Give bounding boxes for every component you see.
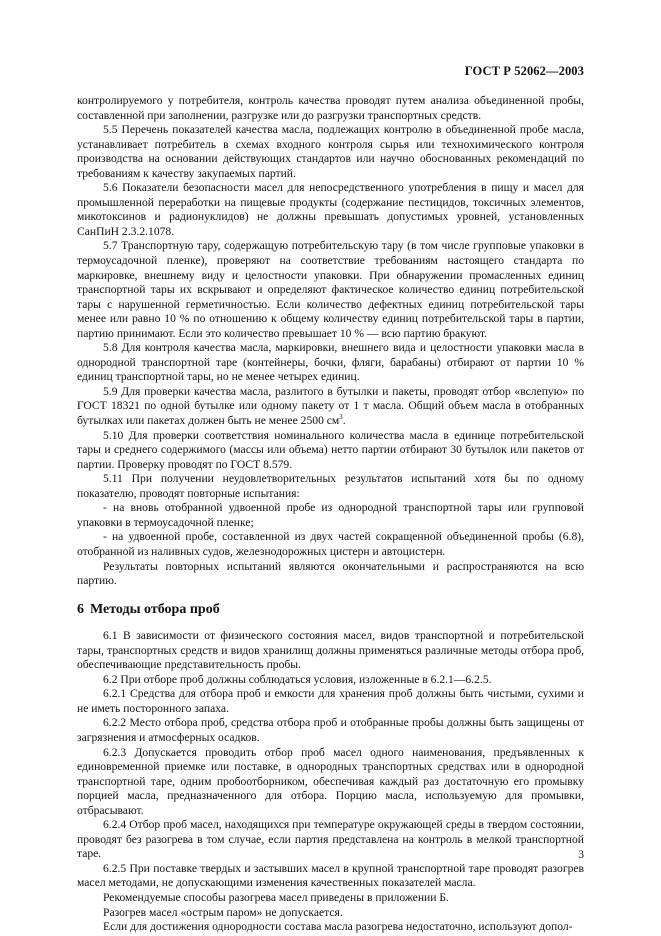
paragraph xyxy=(77,94,584,123)
paragraph-text: 6.2.2 Место отбора проб, средства отбора проб и отобранные пробы должны быть защищены от загрязнения и атмосферных осадков. xyxy=(77,716,584,744)
paragraph-text: 6.2.3 Допускается проводить отбор проб масел одного наименования, предъявленных к единовременной приемке или поставке, в однородных транспортных средствах или в однородной транспортной таре, одним пробоотборником, обеспечивая каждый раз достаточную его промывку порцией масла, предназначенного для отбора. Порцию масла, используемую для промывки, отбрасывают. xyxy=(77,745,584,817)
paragraph-text: 6.2 При отборе проб должны соблюдаться условия, изложенные в 6.2.1—6.2.5. xyxy=(103,672,492,686)
paragraph xyxy=(77,341,584,385)
paragraph xyxy=(77,181,584,239)
paragraph xyxy=(77,629,584,673)
paragraph xyxy=(77,530,584,559)
paragraph xyxy=(77,906,584,921)
paragraph xyxy=(77,560,584,589)
paragraph-text: 5.7 Транспортную тару, содержащую потребительскую тару (в том числе групповые упаковки в термоусадочной пленке), проверяют на соответствие требованиям настоящего стандарта по маркировке, внешнему виду и целостности упаковки. При обнаружении промасленных единиц транспортной тары их вскрывают и определяют фактическое количество единиц потребительской тары с нарушенной герметичностью. Если количество дефектных единиц потребительской тары менее или равно 10 % по отношению к общему количеству единиц потребительской тары в партии, партию принимают. Если это количество превышает 10 % — всю партию бракуют. xyxy=(77,239,584,340)
document-header: ГОСТ Р 52062—2003 xyxy=(464,64,584,78)
paragraph xyxy=(77,385,584,429)
document-body xyxy=(77,94,584,935)
paragraph xyxy=(77,920,584,935)
paragraph-text: Разогрев масел «острым паром» не допускается. xyxy=(103,905,343,919)
paragraph xyxy=(77,501,584,530)
paragraph-text: 5.9 Для проверки качества масла, разлитого в бутылки и пакеты, проводят отбор «вслепую» по ГОСТ 18321 по одной бутылке или одному пакету от 1 т масла. Общий объем масла в отобранных бутылках или пакетах должен быть не менее 2500 см xyxy=(77,384,584,428)
paragraph xyxy=(77,746,584,819)
paragraph-text: 5.10 Для проверки соответствия номинального количества масла в единице потребительской тары и среднего содержимого (массы или объема) нетто партии отбирают 30 бутылок или пакетов от партии. Проверку проводят по ГОСТ 8.579. xyxy=(77,428,584,471)
paragraph-text: 6.2.5 При поставке твердых и застывших масел в крупной транспортной таре проводят разогрев масел методами, не допускающими изменения качественных показателей масла. xyxy=(77,861,584,890)
paragraph-text: 6.2.4 Отбор проб масел, находящихся при температуре окружающей среды в твердом состоянии, проводят без разогрева в том случае, если партия представлена на контроль в мелкой транспортной таре. xyxy=(77,818,584,861)
paragraph xyxy=(77,716,584,745)
paragraph xyxy=(77,818,584,862)
paragraph xyxy=(77,862,584,891)
paragraph-text: Если для достижения однородности состава масла разогрева недостаточно, используют допол- xyxy=(103,920,573,934)
paragraph-text: 6.2.1 Средства для отбора проб и емкости для хранения проб должны быть чистыми, сухими и не иметь посторонного запаха. xyxy=(77,687,584,715)
paragraph-text: 6.1 В зависимости от физического состояния масел, видов транспортной и потребительской тары, транспортных средств и видов хранилищ должны применяться различные методы отбора проб, обеспечивающие представительность пробы. xyxy=(77,629,584,672)
paragraph xyxy=(77,472,584,501)
paragraph xyxy=(77,123,584,181)
paragraph-text: 5.8 Для контроля качества масла, маркировки, внешнего вида и целостности упаковки масла в однородной транспортной таре (контейнеры, бочки, фляги, барабаны) отбирают от партии 10 % единиц транспортной тары, но не менее четырех единиц. xyxy=(77,341,584,384)
section-number: 6 xyxy=(77,601,84,617)
paragraph-tail: . xyxy=(342,414,346,428)
paragraph xyxy=(77,239,584,341)
superscript: 3 xyxy=(339,413,343,422)
paragraph-text: Результаты повторных испытаний являются окончательными и распространяются на всю партию. xyxy=(77,559,584,588)
paragraph-text: 5.5 Перечень показателей качества масла, подлежащих контролю в объединенной пробе масла, устанавливает потребитель в схемах входного контроля сырья или технохимического контроля производства на основании действующих стандартов или научно обоснованных рекомендаций по требованиям к качеству закупаемых партий. xyxy=(77,123,584,180)
paragraph xyxy=(77,891,584,906)
paragraph xyxy=(77,687,584,716)
paragraph-text: 5.6 Показатели безопасности масел для непосредственного употребления в пищу и масел для промышленной переработки на пищевые продукты (содержание пестицидов, токсичных элементов, микотоксинов и радионуклидов) не должны превышать допустимых уровней, установленных СанПиН 2.3.2.1078. xyxy=(77,181,584,238)
paragraph-text: Рекомендуемые способы разогрева масел приведены в приложении Б. xyxy=(103,890,449,904)
paragraph-text: - на удвоенной пробе, составленной из двух частей сокращенной объединенной пробы (6.8), отобранной из наливных судов, железнодорожных цистерн и автоцистерн. xyxy=(77,530,584,558)
paragraph-text: 5.11 При получении неудовлетворительных результатов испытаний хотя бы по одному показателю, проводят повторные испытания: xyxy=(77,472,584,500)
section-heading xyxy=(77,603,584,618)
section-title: Методы отбора проб xyxy=(90,601,220,617)
page-number: 3 xyxy=(578,848,584,861)
paragraph-text: контролируемого у потребителя, контроль качества проводят путем анализа объединенной пробы, составленной при заполнении, разгрузке или до разгрузки транспортных средств. xyxy=(77,94,584,122)
paragraph-text: - на вновь отобранной удвоенной пробе из однородной транспортной тары или групповой упаковки в термоусадочной пленке; xyxy=(77,501,584,529)
paragraph xyxy=(77,673,584,688)
paragraph xyxy=(77,429,584,473)
